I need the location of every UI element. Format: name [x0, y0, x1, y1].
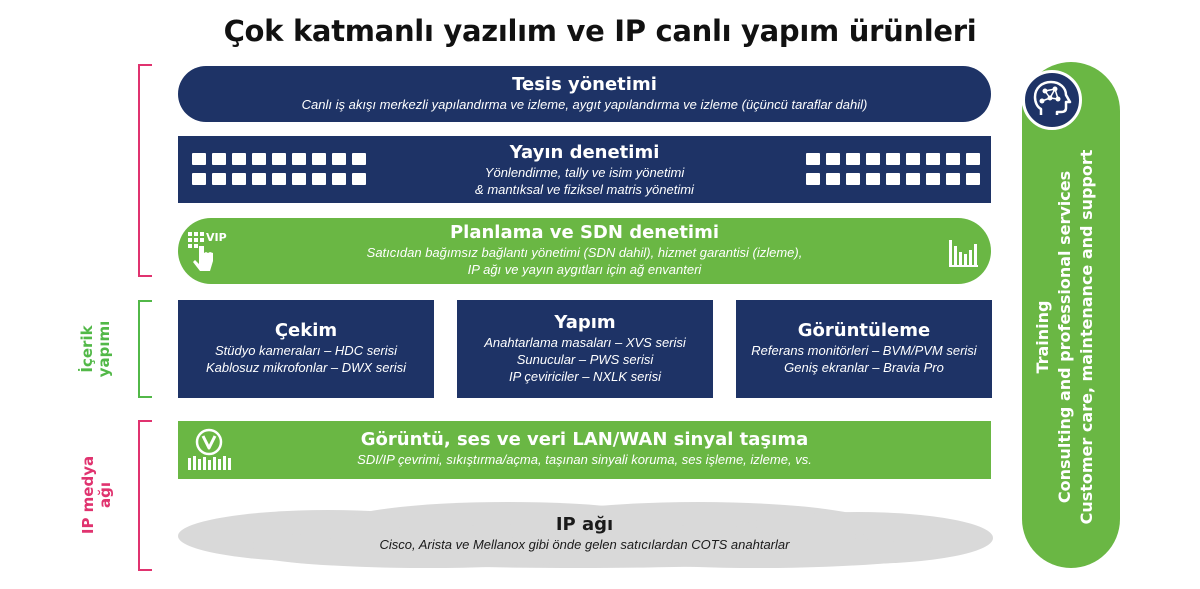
capture-box — [178, 300, 434, 398]
broadcast-subtitle-2: & mantıksal ve fiziksel matris yönetimi — [475, 182, 694, 197]
ai-head-icon — [1022, 70, 1082, 130]
broadcast-title: Yayın denetimi — [509, 142, 660, 163]
facility-management-layer — [178, 66, 991, 122]
production-line-1: Anahtarlama masaları – XVS serisi — [484, 335, 686, 350]
ip-network-title: IP ağı — [555, 514, 614, 535]
display-line-2: Geniş ekranlar – Bravia Pro — [784, 360, 944, 375]
transport-title: Görüntü, ses ve veri LAN/WAN sinyal taşıma — [360, 429, 809, 450]
bar-meter-icon — [948, 236, 980, 268]
ip-media-network-label — [80, 450, 114, 540]
management-bracket — [138, 64, 152, 277]
broadcast-control-layer — [178, 136, 991, 203]
capture-line-2: Kablosuz mikrofonlar – DWX serisi — [205, 360, 407, 375]
content-production-label — [79, 309, 113, 389]
capture-title: Çekim — [274, 320, 338, 341]
content-label-line-2: yapımı — [95, 320, 113, 378]
broadcast-subtitle-1: Yönlendirme, tally ve isim yönetimi — [484, 165, 685, 180]
signal-transport-layer — [178, 421, 991, 479]
capture-line-1: Stüdyo kameraları – HDC serisi — [214, 343, 398, 358]
ip-media-label-line-2: ağı — [96, 482, 114, 509]
display-line-1: Referans monitörleri – BVM/PVM serisi — [751, 343, 977, 358]
transport-v-icon — [186, 428, 232, 472]
transport-subtitle: SDI/IP çevrimi, sıkıştırma/açma, taşınan sinyali koruma, ses işleme, izleme, vs. — [357, 452, 812, 467]
production-title: Yapım — [554, 312, 616, 333]
support-line-customer-care: Customer care, maintenance and support — [1077, 149, 1096, 525]
display-box — [736, 300, 992, 398]
ip-media-bracket — [138, 420, 152, 571]
planning-sdn-layer — [178, 218, 991, 284]
facility-title: Tesis yönetimi — [512, 74, 657, 95]
ip-network-text — [178, 514, 991, 553]
content-bracket — [138, 300, 152, 398]
support-text — [1032, 137, 1104, 537]
ip-media-label-line-1: IP medya — [79, 455, 97, 535]
svg-text:VIP: VIP — [206, 231, 227, 244]
planning-subtitle-1: Satıcıdan bağımsız bağlantı yönetimi (SDN dahil), hizmet garantisi (izleme), — [366, 245, 803, 260]
support-line-training: Training — [1033, 300, 1052, 374]
display-title: Görüntüleme — [797, 320, 931, 341]
page-title: Çok katmanlı yazılım ve IP canlı yapım ürünleri — [223, 14, 977, 48]
support-line-consulting: Consulting and professional services — [1055, 170, 1074, 504]
production-line-2: Sunucular – PWS serisi — [516, 352, 654, 367]
vip-touch-icon — [186, 228, 232, 274]
planning-subtitle-2: IP ağı ve yayın aygıtları için ağ envanteri — [467, 262, 702, 277]
production-line-3: IP çeviriciler – NXLK serisi — [509, 369, 661, 384]
router-panel-icon-right — [806, 153, 980, 185]
facility-subtitle: Canlı iş akışı merkezli yapılandırma ve izleme, aygıt yapılandırma ve izleme (üçüncü taraflar dahil) — [301, 97, 868, 112]
production-box — [457, 300, 713, 398]
content-label-line-1: İçerik — [78, 325, 96, 373]
planning-title: Planlama ve SDN denetimi — [449, 222, 720, 243]
router-panel-icon-left — [192, 153, 366, 185]
ip-network-subtitle: Cisco, Arista ve Mellanox gibi önde gelen satıcılardan COTS anahtarlar — [379, 537, 790, 552]
